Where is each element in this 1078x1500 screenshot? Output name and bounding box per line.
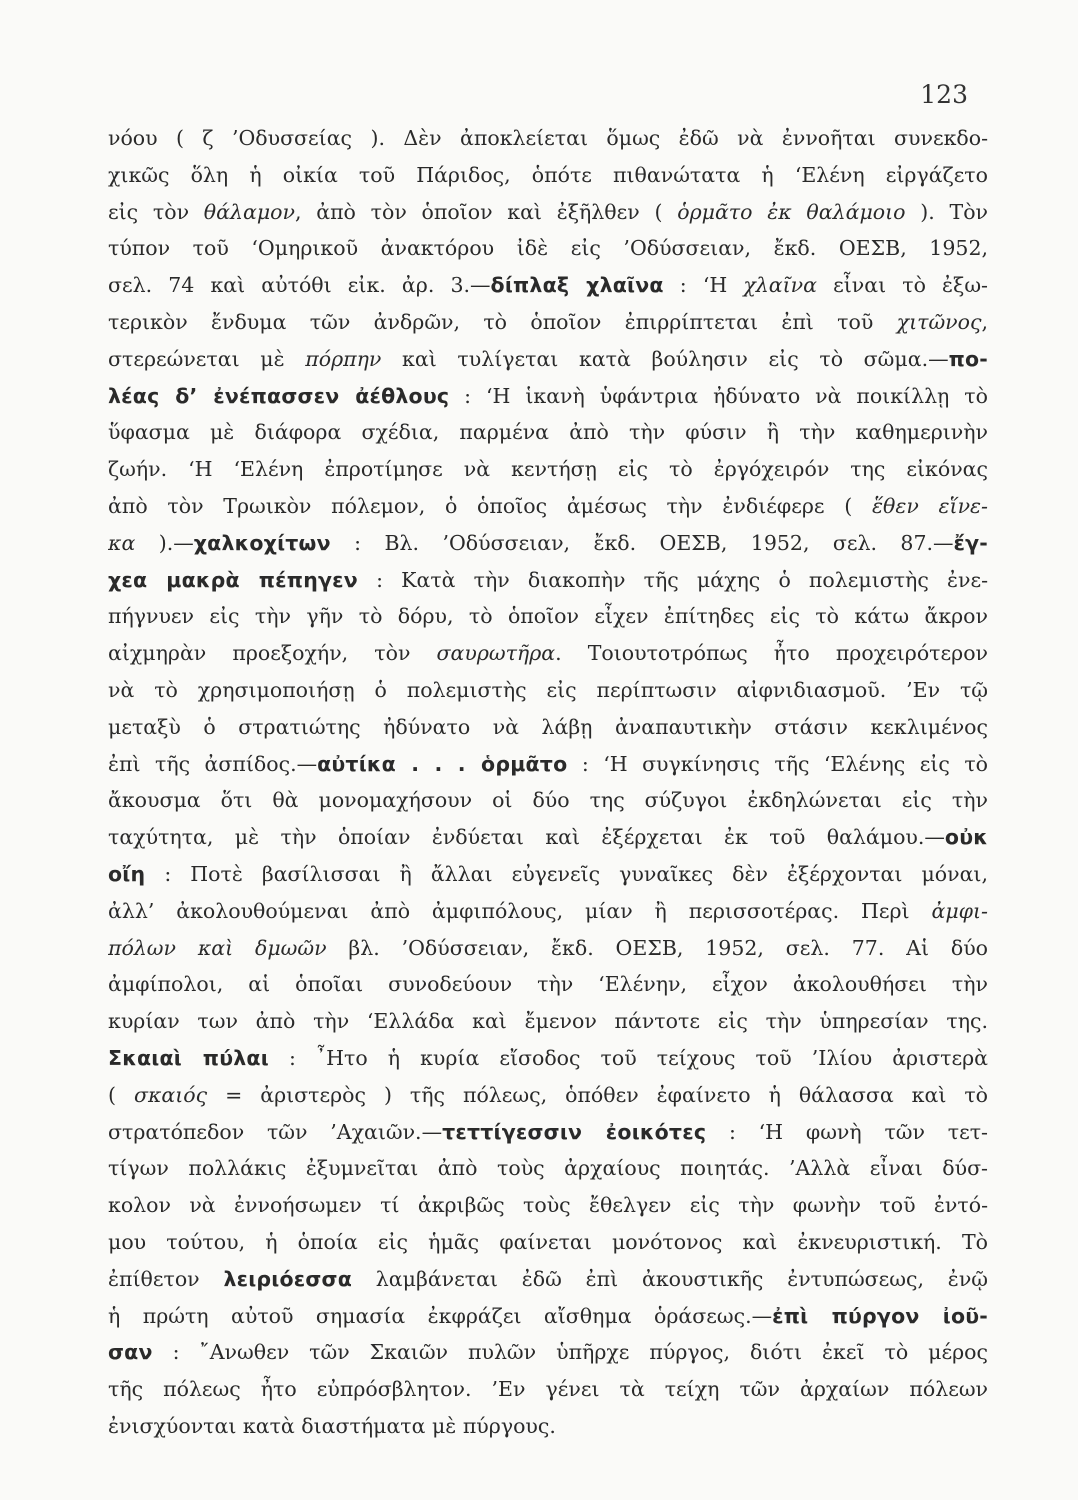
text-line <box>108 1408 988 1445</box>
text-segment: καὶ τυλίγεται κατὰ βούλησιν εἰς τὸ σῶμα.— <box>381 346 949 371</box>
text-line <box>108 120 988 157</box>
italic-quote: σκαιός <box>133 1082 208 1107</box>
text-segment: . Τοιουτοτρόπως ἦτο προχειρότερον <box>555 641 988 666</box>
text-line <box>108 451 988 488</box>
italic-quote: χιτῶνος <box>896 309 982 334</box>
lemma-term: χεα μακρὰ πέπηγεν <box>108 567 358 592</box>
text-segment: αἰχμηρὰν προεξοχήν, τὸν <box>108 641 437 666</box>
text-segment: τύπον τοῦ ‘Ομηρικοῦ ἀνακτόρου ἰδὲ εἰς ’Οδύσσειαν, ἔκδ. ΟΕΣΒ, 1952, <box>108 236 988 261</box>
text-line <box>108 635 988 672</box>
text-line <box>108 230 988 267</box>
text-line <box>108 267 988 304</box>
text-segment: ἄκουσμα ὅτι θὰ μονομαχήσουν οἱ δύο της σύζυγοι ἐκδηλώνεται εἰς τὴν <box>108 788 988 813</box>
text-line <box>108 1298 988 1335</box>
text-line <box>108 1334 988 1371</box>
text-segment: ἀλλ’ ἀκολουθούμεναι ἀπὸ ἀμφιπόλους, μίαν ἢ περισσοτέρας. Περὶ <box>108 898 932 923</box>
lemma-term: χαλκοχίτων <box>193 530 331 555</box>
text-line <box>108 525 988 562</box>
text-line <box>108 893 988 930</box>
text-segment: = ἀριστερὸς ) τῆς πόλεως, ὁπόθεν ἐφαίνετο ἡ θάλασσα καὶ τὸ <box>207 1082 988 1107</box>
text-segment: ἐπὶ τῆς ἀσπίδος.— <box>108 751 318 776</box>
text-segment: χικῶς ὅλη ἡ οἰκία τοῦ Πάριδος, ὁπότε πιθανώτατα ἡ ‘Ελένη εἰργάζετο <box>108 162 988 187</box>
text-segment: ). Τὸν <box>905 199 988 224</box>
text-line <box>108 488 988 525</box>
italic-quote: χλαῖνα <box>743 273 817 298</box>
text-segment: μου τούτου, ἡ ὁποία εἰς ἡμᾶς φαίνεται μονότονος καὶ ἐκνευριστική. Τὸ <box>108 1229 988 1254</box>
lemma-term: δίπλαξ χλαῖνα <box>490 273 664 298</box>
text-line <box>108 1114 988 1151</box>
text-line <box>108 378 988 415</box>
text-segment: ὕφασμα μὲ διάφορα σχέδια, παρμένα ἀπὸ τὴν φύσιν ἢ τὴν καθημερινὴν <box>108 420 988 445</box>
text-segment: : ‘Η συγκίνησις τῆς ‘Ελένης εἰς τὸ <box>567 751 988 776</box>
text-segment: βλ. ’Οδύσσειαν, ἔκδ. ΟΕΣΒ, 1952, σελ. 77. Αἱ δύο <box>326 935 988 960</box>
text-segment: ).— <box>135 530 194 555</box>
text-segment: : Κατὰ τὴν διακοπὴν τῆς μάχης ὁ πολεμιστὴς ἐνε- <box>357 567 988 592</box>
text-line <box>108 930 988 967</box>
text-segment: τίγων πολλάκις ἐξυμνεῖται ἀπὸ τοὺς ἀρχαίους ποιητάς. ’Αλλὰ εἶναι δύσ- <box>108 1156 988 1181</box>
text-line <box>108 819 988 856</box>
text-segment: σελ. 74 καὶ αὐτόθι εἰκ. ἀρ. 3.— <box>108 273 491 298</box>
text-segment: : ‘Η <box>663 273 744 298</box>
text-segment: κυρίαν των ἀπὸ τὴν ‘Ελλάδα καὶ ἔμενον πάντοτε εἰς τὴν ὑπηρεσίαν της. <box>108 1009 988 1034</box>
text-segment: ἐνισχύονται κατὰ διαστήματα μὲ πύργους. <box>108 1413 556 1438</box>
italic-quote: πόρπην <box>305 346 382 371</box>
italic-quote: πόλων καὶ δμωῶν <box>108 935 327 960</box>
text-segment: ( <box>108 1082 134 1107</box>
text-line <box>108 562 988 599</box>
commentary-text <box>108 120 988 1445</box>
text-segment: εἶναι τὸ ἐξω- <box>816 273 988 298</box>
text-segment: : ῎Ανωθεν τῶν Σκαιῶν πυλῶν ὑπῆρχε πύργος, διότι ἐκεῖ τὸ μέρος <box>152 1340 988 1365</box>
text-line <box>108 1150 988 1187</box>
lemma-term: Σκαιαὶ πύλαι <box>108 1045 269 1070</box>
text-line <box>108 709 988 746</box>
text-line <box>108 304 988 341</box>
text-segment: ἀμφίπολοι, αἱ ὁποῖαι συνοδεύουν τὴν ‘Ελένην, εἶχον ἀκολουθήσει τὴν <box>108 972 988 997</box>
text-line <box>108 856 988 893</box>
text-line <box>108 1003 988 1040</box>
text-segment: : ῏Ητο ἡ κυρία εἴσοδος τοῦ τείχους τοῦ ’Ιλίου ἀριστερὰ <box>268 1045 988 1070</box>
italic-quote: ἀμφι- <box>931 898 988 923</box>
text-line <box>108 194 988 231</box>
lemma-term: τεττίγεσσιν ἐοικότες <box>442 1119 707 1144</box>
italic-quote: ἕθεν εἵνε- <box>872 493 988 518</box>
lemma-term: σαν <box>108 1340 153 1365</box>
lemma-term: ἐπὶ πύργον ἰοῦ- <box>772 1303 988 1328</box>
text-segment: , <box>981 309 988 334</box>
text-segment: εἰς τὸν <box>108 199 204 224</box>
text-segment: : ‘Η ἱκανὴ ὑφάντρια ἠδύνατο νὰ ποικίλλῃ τὸ <box>449 383 988 408</box>
text-segment: στρατόπεδον τῶν ’Αχαιῶν.— <box>108 1119 443 1144</box>
lemma-term: πο- <box>948 346 988 371</box>
text-line <box>108 598 988 635</box>
lemma-term: οἴη <box>108 861 146 886</box>
italic-quote: θάλαμον <box>203 199 295 224</box>
text-segment: : Βλ. ’Οδύσσειαν, ἔκδ. ΟΕΣΒ, 1952, σελ. 87.— <box>330 530 954 555</box>
text-segment: ἡ πρώτη αὐτοῦ σημασία ἐκφράζει αἴσθημα ὁράσεως.— <box>108 1303 773 1328</box>
text-segment: πήγνυεν εἰς τὴν γῆν τὸ δόρυ, τὸ ὁποῖον εἶχεν ἐπίτηδες εἰς τὸ κάτω ἄκρον <box>108 604 988 629</box>
text-segment: νόου ( ζ ’Οδυσσείας ). Δὲν ἀποκλείεται ὅμως ἐδῶ νὰ ἐννοῆται συνεκδο- <box>108 126 988 150</box>
text-line <box>108 746 988 783</box>
page-number: 123 <box>920 80 968 109</box>
text-line <box>108 1187 988 1224</box>
text-segment: ταχύτητα, μὲ τὴν ὁποίαν ἐνδύεται καὶ ἐξέρχεται ἐκ τοῦ θαλάμου.— <box>108 825 945 850</box>
text-line <box>108 1040 988 1077</box>
text-line <box>108 1371 988 1408</box>
text-segment: : Ποτὲ βασίλισσαι ἢ ἄλλαι εὐγενεῖς γυναῖκες δὲν ἐξέρχονται μόναι, <box>145 861 988 886</box>
lemma-term: αὐτίκα . . . ὁρμᾶτο <box>317 751 568 776</box>
italic-quote: ὁρμᾶτο ἐκ θαλάμοιο <box>677 199 906 224</box>
text-segment: μεταξὺ ὁ στρατιώτης ἠδύνατο νὰ λάβῃ ἀναπαυτικὴν στάσιν κεκλιμένος <box>108 714 988 739</box>
lemma-term: λειριόεσσα <box>223 1266 352 1291</box>
text-segment: τερικὸν ἔνδυμα τῶν ἀνδρῶν, τὸ ὁποῖον ἐπιρρίπτεται ἐπὶ τοῦ <box>108 309 897 334</box>
text-segment: , ἀπὸ τὸν ὁποῖον καὶ ἐξῆλθεν ( <box>294 199 678 224</box>
text-line <box>108 782 988 819</box>
text-line <box>108 672 988 709</box>
text-segment: στερεώνεται μὲ <box>108 346 306 371</box>
text-segment: ἐπίθετον <box>108 1266 224 1291</box>
text-segment: νὰ τὸ χρησιμοποιήσῃ ὁ πολεμιστὴς εἰς περίπτωσιν αἰφνιδιασμοῦ. ’Εν τῷ <box>108 677 988 702</box>
text-line <box>108 414 988 451</box>
text-segment: ζωήν. ‘Η ‘Ελένη ἐπροτίμησε νὰ κεντήσῃ εἰς τὸ ἐργόχειρόν της εἰκόνας <box>108 457 988 482</box>
text-line <box>108 966 988 1003</box>
text-segment: τῆς πόλεως ἦτο εὐπρόσβλητον. ’Εν γένει τὰ τείχη τῶν ἀρχαίων πόλεων <box>108 1377 988 1402</box>
italic-quote: κα <box>108 530 136 555</box>
text-segment: : ‘Η φωνὴ τῶν τετ- <box>706 1119 988 1144</box>
text-line <box>108 1224 988 1261</box>
text-line <box>108 157 988 194</box>
italic-quote: σαυρωτῆρα <box>436 641 556 666</box>
text-segment: κολον νὰ ἐννοήσωμεν τί ἀκριβῶς τοὺς ἔθελγεν εἰς τὴν φωνὴν τοῦ ἐντό- <box>108 1193 988 1218</box>
lemma-term: ἔγ- <box>953 530 988 555</box>
text-line <box>108 1077 988 1114</box>
text-segment: ἀπὸ τὸν Τρωικὸν πόλεμον, ὁ ὁποῖος ἀμέσως τὴν ἐνδιέφερε ( <box>108 493 872 518</box>
lemma-term: λέας δ’ ἐνέπασσεν ἀέθλους <box>108 383 450 408</box>
text-line <box>108 1261 988 1298</box>
text-segment: λαμβάνεται ἐδῶ ἐπὶ ἀκουστικῆς ἐντυπώσεως, ἐνῷ <box>351 1266 988 1291</box>
text-line <box>108 341 988 378</box>
lemma-term: οὐκ <box>944 825 988 850</box>
